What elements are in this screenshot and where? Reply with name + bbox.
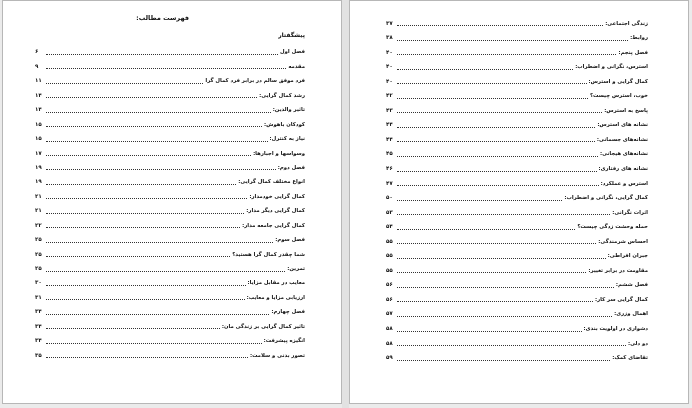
dot-leader	[46, 213, 244, 214]
toc-entry	[35, 302, 305, 316]
toc-entry	[35, 158, 305, 172]
toc-entry-label: فصل ششم:	[615, 282, 648, 289]
toc-entry-page-number: ۶	[35, 49, 39, 56]
toc-entry-label: فصل چهارم:	[271, 309, 305, 316]
toc-entry	[386, 158, 648, 173]
toc-entry-page-number: ۱۴	[35, 107, 42, 114]
dot-leader	[397, 127, 595, 128]
toc-entry-page-number: ۵۷	[386, 311, 393, 318]
toc-entry-page-number: ۵۵	[386, 253, 393, 260]
toc-entry-page-number: ۵۶	[386, 282, 393, 289]
dot-leader	[46, 68, 286, 69]
dot-leader	[46, 141, 268, 142]
toc-entry-page-number: ۳۵	[35, 352, 42, 359]
dot-leader	[46, 97, 257, 98]
dot-leader	[46, 169, 276, 170]
toc-entry	[386, 129, 648, 144]
toc-entry	[35, 287, 305, 301]
toc-entry-label: پاسخ به استرس:	[604, 107, 648, 114]
toc-entry	[386, 115, 648, 130]
toc-entry-label: ارزیابی مزایا و معایب:	[246, 294, 305, 301]
toc-entry-page-number: ۴۶	[386, 166, 393, 173]
dot-leader	[46, 184, 236, 185]
toc-entry-page-number: ۵۵	[386, 267, 393, 274]
toc-entry	[386, 289, 648, 304]
toc-entry-label: تاثیر والدین:	[272, 107, 305, 114]
toc-entry-page-number: ۹	[35, 63, 39, 70]
dot-leader	[46, 54, 278, 55]
toc-entry	[386, 28, 648, 43]
toc-entry-page-number: ۱۱	[35, 78, 42, 85]
toc-entry-label: تمرین:	[287, 266, 305, 272]
toc-entry	[386, 348, 648, 363]
dot-leader	[397, 200, 562, 201]
toc-entry-label: کمال گرایی جامعه مدار:	[242, 222, 305, 229]
toc-entry-label: زندگی اجتماعی:	[605, 20, 648, 27]
toc-entry-page-number: ۵۹	[386, 355, 393, 362]
toc-entry-label: اثرات نگرانی:	[612, 209, 648, 216]
toc-entry-label: فصل سوم:	[275, 237, 305, 244]
toc-entry-label: مقاومت در برابر تغییر:	[588, 267, 648, 274]
toc-entry	[386, 100, 648, 115]
toc-list-right	[386, 13, 648, 362]
toc-entry-page-number: ۳۸	[386, 35, 393, 42]
toc-entry-page-number: ۵۰	[386, 195, 393, 202]
dot-leader	[397, 229, 575, 230]
document-page-left	[2, 0, 342, 404]
toc-entry-label: نشانه های رفتاری:	[598, 166, 648, 173]
toc-entry-label: کمال گرایی و استرس:	[588, 78, 648, 85]
dot-leader	[46, 328, 220, 329]
toc-entry	[386, 71, 648, 86]
toc-entry-page-number: ۲۵	[35, 237, 42, 244]
toc-entry-label: معایب در مقابل مزایا:	[247, 280, 305, 287]
dot-leader	[397, 171, 597, 172]
toc-entry-label: فصل اول	[280, 49, 305, 56]
toc-entry-page-number: ۳۴	[35, 338, 42, 345]
dot-leader	[46, 314, 269, 315]
toc-entry	[35, 129, 305, 143]
dot-leader	[397, 54, 616, 55]
toc-entry	[386, 202, 648, 217]
toc-entry	[386, 231, 648, 246]
dot-leader	[46, 155, 251, 156]
toc-entry	[35, 244, 305, 258]
dot-leader	[397, 243, 596, 244]
toc-entry-page-number: ۳۱	[35, 294, 42, 301]
toc-entry	[35, 42, 305, 56]
toc-entry	[386, 144, 648, 159]
dot-leader	[397, 141, 595, 142]
toc-entry	[35, 259, 305, 273]
toc-entry-label: نیاز به کنترل:	[269, 136, 305, 143]
toc-entry-label: انواع مختلف کمال گرایی:	[238, 179, 305, 186]
toc-heading-preface: پیشگفتار	[278, 32, 305, 39]
dot-leader	[397, 69, 573, 70]
toc-entry	[386, 173, 648, 188]
toc-entry	[386, 42, 648, 57]
toc-list-left	[35, 30, 305, 360]
toc-entry	[35, 85, 305, 99]
dot-leader	[46, 299, 245, 300]
toc-entry-page-number: ۴۰	[386, 64, 393, 71]
toc-entry	[35, 186, 305, 200]
toc-entry-page-number: ۵۳	[386, 209, 393, 216]
document-page-right	[349, 0, 689, 404]
toc-entry-label: استرس، نگرانی و اضطراب:	[575, 64, 648, 71]
toc-entry	[35, 316, 305, 330]
toc-entry-label: مقدمه	[288, 63, 305, 70]
toc-entry	[386, 275, 648, 290]
toc-entry-label: تاثیر کمال گرایی بر زندگی مان:	[221, 323, 305, 330]
toc-entry	[386, 304, 648, 319]
toc-entry	[386, 86, 648, 101]
toc-entry	[35, 215, 305, 229]
toc-entry-label: کمال گرایی، نگرانی و اضطراب:	[564, 195, 648, 202]
toc-entry-page-number: ۴۰	[386, 49, 393, 56]
toc-entry-page-number: ۴۲	[386, 93, 393, 100]
dot-leader	[397, 331, 582, 332]
dot-leader	[46, 198, 247, 199]
toc-entry-label: استرس و عملکرد:	[600, 180, 648, 187]
toc-entry-label: فرد موفق سالم در برابر فرد کمال گرا	[205, 78, 305, 85]
toc-entry-page-number: ۵۴	[386, 224, 393, 231]
dot-leader	[46, 343, 262, 344]
dot-leader	[397, 258, 606, 259]
toc-entry-label: تقاضای کمک:	[612, 355, 648, 362]
dot-leader	[46, 227, 240, 228]
toc-title: فهرست مطالب:	[136, 14, 189, 22]
toc-entry-label: جبران افراطی:	[607, 253, 648, 260]
dot-leader	[397, 156, 598, 157]
toc-entry	[386, 217, 648, 232]
toc-entry-page-number: ۱۹	[35, 179, 42, 186]
dot-leader	[397, 98, 588, 99]
toc-entry-page-number: ۴۰	[386, 78, 393, 85]
toc-entry-label: نشانه‌های جسمانی:	[596, 136, 648, 143]
page-gutter	[342, 0, 349, 408]
dot-leader	[46, 271, 285, 272]
toc-entry	[35, 71, 305, 85]
toc-entry-label: کمال گرایی سر کار:	[594, 296, 648, 303]
toc-entry-label: شما چقدر کمال گرا هستید؟	[232, 251, 305, 258]
dot-leader	[397, 316, 612, 317]
dot-leader	[46, 285, 246, 286]
toc-entry-page-number: ۴۴	[386, 136, 393, 143]
toc-entry	[35, 201, 305, 215]
dot-leader	[397, 287, 614, 288]
dot-leader	[46, 83, 203, 84]
dot-leader	[397, 185, 599, 186]
toc-entry-page-number: ۲۲	[35, 222, 42, 229]
toc-entry-label: روابط:	[630, 35, 648, 42]
dot-leader	[397, 360, 610, 361]
toc-entry-label: دشواری در اولویت بندی:	[583, 326, 648, 333]
toc-entry-page-number: ۵۸	[386, 326, 393, 333]
dot-leader	[397, 83, 587, 84]
toc-entry-page-number: ۲۵	[35, 266, 42, 272]
toc-entry	[35, 114, 305, 128]
toc-entry-label: فصل پنجم:	[618, 49, 648, 56]
toc-entry-page-number: ۳۴	[35, 309, 42, 316]
toc-entry	[35, 230, 305, 244]
toc-entry-label: نشانه‌های هیجانی:	[599, 151, 648, 158]
dot-leader	[46, 357, 248, 358]
toc-entry-label: انگیزه پیشرفت:	[263, 338, 305, 345]
toc-entry-page-number: ۲۵	[35, 251, 42, 258]
toc-entry-page-number: ۲۱	[35, 193, 42, 200]
toc-entry-page-number: ۳۰	[35, 280, 42, 287]
dot-leader	[397, 214, 610, 215]
toc-entry-label: فصل دوم:	[277, 164, 305, 171]
toc-entry-page-number: ۱۹	[35, 164, 42, 171]
dot-leader	[46, 242, 273, 243]
dot-leader	[46, 126, 262, 127]
toc-entry	[386, 260, 648, 275]
toc-entry	[35, 143, 305, 157]
toc-entry-label: تصور بدنی و سلامت:	[249, 352, 305, 359]
dot-leader	[397, 345, 626, 346]
toc-entry-label: رشد کمال گرایی:	[259, 92, 305, 99]
toc-entry	[386, 13, 648, 28]
toc-entry-page-number: ۵۸	[386, 340, 393, 347]
toc-entry-page-number: ۵۵	[386, 238, 393, 245]
toc-entry-page-number: ۱۵	[35, 136, 42, 143]
toc-entry-page-number: ۱۷	[35, 150, 42, 157]
toc-entry-page-number: ۳۷	[386, 20, 393, 27]
dot-leader	[397, 40, 628, 41]
toc-entry	[35, 100, 305, 114]
toc-entry-page-number: ۴۳	[386, 107, 393, 114]
toc-entry-page-number: ۴۷	[386, 180, 393, 187]
toc-entry	[35, 345, 305, 359]
toc-entry	[35, 172, 305, 186]
toc-entry	[386, 188, 648, 203]
dot-leader	[397, 272, 586, 273]
toc-entry-page-number: ۵۶	[386, 296, 393, 303]
dot-leader	[46, 256, 230, 257]
toc-entry-label: کمال گرایی دیگر مدار:	[246, 208, 305, 215]
toc-entry-label: احساس شرمندگی:	[598, 238, 648, 245]
toc-entry-page-number: ۲۱	[35, 208, 42, 215]
toc-entry-label: کودکان باهوش:	[264, 121, 305, 128]
toc-entry	[386, 57, 648, 72]
toc-entry-label: دو دلی:	[627, 340, 648, 347]
toc-entry-page-number: ۱۵	[35, 121, 42, 128]
toc-entry	[386, 246, 648, 261]
toc-entry	[35, 331, 305, 345]
toc-entry	[386, 333, 648, 348]
toc-entry-page-number: ۴۴	[386, 122, 393, 129]
toc-entry-label: نشانه های استرس:	[597, 122, 648, 129]
dot-leader	[397, 25, 603, 26]
toc-entry	[35, 56, 305, 70]
toc-entry	[35, 273, 305, 287]
toc-entry-label: اهمال وزری:	[614, 311, 648, 318]
toc-entry-page-number: ۳۴	[35, 323, 42, 330]
dot-leader	[46, 112, 271, 113]
toc-entry	[386, 318, 648, 333]
toc-entry-page-number: ۴۵	[386, 151, 393, 158]
dot-leader	[397, 112, 602, 113]
dot-leader	[397, 301, 593, 302]
toc-entry-label: وسواسها و اجبارها:	[253, 150, 305, 157]
toc-entry-label: خوب، استرس چیست؟	[589, 93, 648, 100]
toc-entry-label: کمال گرایی خودمدار:	[249, 193, 305, 200]
toc-entry-label: حمله وحشت زدگی چیست؟	[577, 224, 648, 231]
toc-entry-page-number: ۱۴	[35, 92, 42, 99]
